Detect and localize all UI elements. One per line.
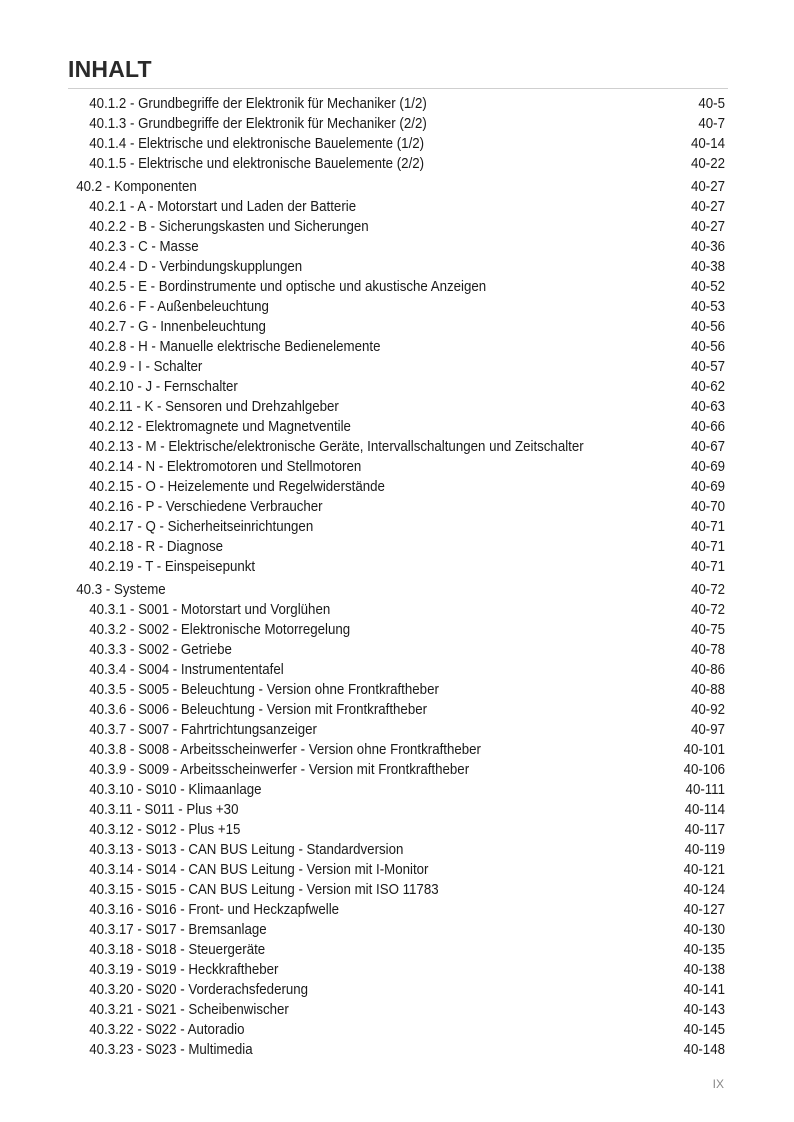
toc-entry[interactable] <box>0 197 794 217</box>
toc-entry-label: 40.2.6 - F - Außenbeleuchtung <box>89 299 269 315</box>
toc-entry-page: 40-5 <box>698 96 725 112</box>
toc-entry-page: 40-56 <box>690 339 725 355</box>
toc-entry-label: 40.2.15 - O - Heizelemente und Regelwiderstände <box>89 479 385 495</box>
toc-entry[interactable] <box>0 860 794 880</box>
toc-entry-label: 40.3.7 - S007 - Fahrtrichtungsanzeiger <box>89 722 317 738</box>
toc-entry-label: 40.3.20 - S020 - Vorderachsfederung <box>89 982 309 998</box>
toc-entry[interactable] <box>0 780 794 800</box>
toc-entry-label: 40.1.3 - Grundbegriffe der Elektronik für Mechaniker (2/2) <box>89 116 427 132</box>
toc-section-entry[interactable] <box>0 580 794 600</box>
toc-entry-page: 40-72 <box>690 602 725 618</box>
toc-entry-label: 40.3.23 - S023 - Multimedia <box>89 1042 253 1058</box>
toc-entry[interactable] <box>0 1040 794 1060</box>
toc-entry-label: 40.2.4 - D - Verbindungskupplungen <box>89 259 303 275</box>
toc-entry-page: 40-14 <box>690 136 725 152</box>
toc-entry[interactable] <box>0 277 794 297</box>
toc-entry-page: 40-78 <box>690 642 725 658</box>
toc-entry-label: 40.2.19 - T - Einspeisepunkt <box>89 559 256 575</box>
toc-entry[interactable] <box>0 940 794 960</box>
toc-entry-label: 40.3.19 - S019 - Heckkraftheber <box>89 962 279 978</box>
toc-entry-page: 40-135 <box>683 942 725 958</box>
page-number: IX <box>712 1077 724 1091</box>
toc-entry-label: 40.3.1 - S001 - Motorstart und Vorglühen <box>89 602 331 618</box>
toc-entry[interactable] <box>0 760 794 780</box>
toc-entry-label: 40.3.22 - S022 - Autoradio <box>89 1022 245 1038</box>
toc-entry[interactable] <box>0 457 794 477</box>
toc-entry-label: 40.3.4 - S004 - Instrumententafel <box>89 662 284 678</box>
toc-entry-page: 40-22 <box>690 156 725 172</box>
toc-entry-page: 40-117 <box>684 822 725 838</box>
toc-entry[interactable] <box>0 960 794 980</box>
toc-entry-page: 40-27 <box>690 219 725 235</box>
toc-entry-page: 40-71 <box>690 539 725 555</box>
toc-entry-page: 40-71 <box>690 559 725 575</box>
toc-entry-page: 40-72 <box>690 582 725 598</box>
toc-entry[interactable] <box>0 800 794 820</box>
toc-entry-page: 40-148 <box>683 1042 725 1058</box>
toc-entry-label: 40.3.9 - S009 - Arbeitsscheinwerfer - Version mit Frontkraftheber <box>89 762 470 778</box>
toc-entry[interactable] <box>0 1020 794 1040</box>
toc-entry[interactable] <box>0 557 794 577</box>
toc-entry-page: 40-67 <box>690 439 725 455</box>
toc-entry-page: 40-143 <box>683 1002 725 1018</box>
toc-entry-page: 40-38 <box>690 259 725 275</box>
toc-entry-label: 40.3.15 - S015 - CAN BUS Leitung - Version mit ISO 11783 <box>89 882 439 898</box>
toc-entry[interactable] <box>0 437 794 457</box>
toc-entry-label: 40.2 - Komponenten <box>76 179 197 195</box>
toc-entry-page: 40-36 <box>690 239 725 255</box>
toc-entry-label: 40.3.8 - S008 - Arbeitsscheinwerfer - Version ohne Frontkraftheber <box>89 742 481 758</box>
toc-entry-label: 40.2.3 - C - Masse <box>89 239 199 255</box>
toc-entry-page: 40-86 <box>690 662 725 678</box>
toc-entry-label: 40.2.14 - N - Elektromotoren und Stellmotoren <box>89 459 362 475</box>
toc-entry-page: 40-127 <box>683 902 725 918</box>
toc-entry-page: 40-141 <box>683 982 725 998</box>
toc-entry[interactable] <box>0 237 794 257</box>
toc-entry-label: 40.2.12 - Elektromagnete und Magnetventile <box>89 419 351 435</box>
toc-entry[interactable] <box>0 317 794 337</box>
toc-entry[interactable] <box>0 900 794 920</box>
toc-entry[interactable] <box>0 134 794 154</box>
toc-entry[interactable] <box>0 660 794 680</box>
toc-entry[interactable] <box>0 397 794 417</box>
toc-entry-page: 40-101 <box>683 742 725 758</box>
toc-entry[interactable] <box>0 154 794 174</box>
toc-entry-page: 40-63 <box>690 399 725 415</box>
toc-entry-page: 40-111 <box>685 782 725 798</box>
toc-entry-page: 40-71 <box>690 519 725 535</box>
toc-entry[interactable] <box>0 497 794 517</box>
toc-entry-page: 40-97 <box>690 722 725 738</box>
toc-entry[interactable] <box>0 337 794 357</box>
toc-entry-page: 40-88 <box>690 682 725 698</box>
toc-entry[interactable] <box>0 217 794 237</box>
toc-entry-page: 40-66 <box>690 419 725 435</box>
toc-entry[interactable] <box>0 114 794 134</box>
toc-entry[interactable] <box>0 640 794 660</box>
toc-entry-label: 40.3.17 - S017 - Bremsanlage <box>89 922 267 938</box>
toc-entry[interactable] <box>0 620 794 640</box>
toc-entry-page: 40-69 <box>690 459 725 475</box>
toc-section-entry[interactable] <box>0 177 794 197</box>
toc-entry-label: 40.3.12 - S012 - Plus +15 <box>89 822 241 838</box>
toc-entry-label: 40.2.5 - E - Bordinstrumente und optische und akustische Anzeigen <box>89 279 487 295</box>
toc-entry-page: 40-75 <box>690 622 725 638</box>
toc-entry-label: 40.3.18 - S018 - Steuergeräte <box>89 942 266 958</box>
toc-entry-label: 40.2.8 - H - Manuelle elektrische Bedienelemente <box>89 339 381 355</box>
toc-entry[interactable] <box>0 1000 794 1020</box>
toc-entry-label: 40.3.3 - S002 - Getriebe <box>89 642 232 658</box>
toc-entry[interactable] <box>0 700 794 720</box>
toc-entry-page: 40-124 <box>683 882 725 898</box>
toc-entry[interactable] <box>0 257 794 277</box>
toc-entry-label: 40.2.7 - G - Innenbeleuchtung <box>89 319 266 335</box>
toc-entry[interactable] <box>0 920 794 940</box>
toc-entry-page: 40-121 <box>683 862 725 878</box>
toc-entry-label: 40.2.17 - Q - Sicherheitseinrichtungen <box>89 519 314 535</box>
toc-entry[interactable] <box>0 377 794 397</box>
toc-entry-label: 40.3.21 - S021 - Scheibenwischer <box>89 1002 289 1018</box>
toc-entry-page: 40-57 <box>690 359 725 375</box>
toc-entry-label: 40.2.18 - R - Diagnose <box>89 539 224 555</box>
toc-entry-label: 40.3 - Systeme <box>76 582 166 598</box>
toc-entry-page: 40-138 <box>683 962 725 978</box>
toc-entry-label: 40.2.2 - B - Sicherungskasten und Sicherungen <box>89 219 369 235</box>
toc-entry-page: 40-106 <box>683 762 725 778</box>
toc-entry[interactable] <box>0 880 794 900</box>
toc-entry[interactable] <box>0 720 794 740</box>
toc-entry-page: 40-53 <box>690 299 725 315</box>
toc-entry-page: 40-7 <box>698 116 725 132</box>
toc-entry[interactable] <box>0 297 794 317</box>
toc-entry-page: 40-52 <box>690 279 725 295</box>
toc-entry[interactable] <box>0 94 794 114</box>
title-divider <box>68 88 728 89</box>
toc-entry-label: 40.2.16 - P - Verschiedene Verbraucher <box>89 499 323 515</box>
toc-entry-page: 40-27 <box>690 199 725 215</box>
toc-entry-page: 40-70 <box>690 499 725 515</box>
toc-entry-label: 40.2.9 - I - Schalter <box>89 359 203 375</box>
toc-entry[interactable] <box>0 477 794 497</box>
toc-entry[interactable] <box>0 740 794 760</box>
toc-entry-label: 40.2.10 - J - Fernschalter <box>89 379 238 395</box>
toc-entry[interactable] <box>0 537 794 557</box>
toc-entry-label: 40.2.13 - M - Elektrische/elektronische Geräte, Intervallschaltungen und Zeitschalter <box>89 439 584 455</box>
toc-entry-page: 40-114 <box>684 802 725 818</box>
toc-entry-label: 40.1.2 - Grundbegriffe der Elektronik für Mechaniker (1/2) <box>89 96 427 112</box>
toc-entry-page: 40-69 <box>690 479 725 495</box>
page-title: INHALT <box>68 56 152 82</box>
toc-entry[interactable] <box>0 417 794 437</box>
toc-entry-label: 40.3.10 - S010 - Klimaanlage <box>89 782 262 798</box>
toc-entry-page: 40-27 <box>690 179 725 195</box>
toc-entry[interactable] <box>0 357 794 377</box>
toc-entry-label: 40.2.11 - K - Sensoren und Drehzahlgeber <box>89 399 339 415</box>
toc-entry-label: 40.3.5 - S005 - Beleuchtung - Version ohne Frontkraftheber <box>89 682 439 698</box>
toc-entry[interactable] <box>0 840 794 860</box>
toc-entry-page: 40-145 <box>683 1022 725 1038</box>
toc-entry-label: 40.2.1 - A - Motorstart und Laden der Batterie <box>89 199 357 215</box>
toc-entry[interactable] <box>0 680 794 700</box>
toc-entry-label: 40.1.5 - Elektrische und elektronische Bauelemente (2/2) <box>89 156 425 172</box>
toc-entry-page: 40-62 <box>690 379 725 395</box>
toc-entry[interactable] <box>0 820 794 840</box>
toc-entry[interactable] <box>0 517 794 537</box>
toc-entry-label: 40.3.11 - S011 - Plus +30 <box>89 802 239 818</box>
toc-entry-page: 40-56 <box>690 319 725 335</box>
toc-entry-label: 40.3.14 - S014 - CAN BUS Leitung - Version mit I-Monitor <box>89 862 429 878</box>
toc-entry-page: 40-92 <box>690 702 725 718</box>
toc-entry-page: 40-130 <box>683 922 725 938</box>
toc-entry-label: 40.3.13 - S013 - CAN BUS Leitung - Standardversion <box>89 842 404 858</box>
toc-entry-page: 40-119 <box>684 842 725 858</box>
toc-entry[interactable] <box>0 980 794 1000</box>
toc-entry-label: 40.3.2 - S002 - Elektronische Motorregelung <box>89 622 351 638</box>
toc-entry-label: 40.3.16 - S016 - Front- und Heckzapfwelle <box>89 902 340 918</box>
table-of-contents <box>0 94 794 1060</box>
toc-entry[interactable] <box>0 600 794 620</box>
toc-entry-label: 40.1.4 - Elektrische und elektronische Bauelemente (1/2) <box>89 136 425 152</box>
toc-entry-label: 40.3.6 - S006 - Beleuchtung - Version mit Frontkraftheber <box>89 702 428 718</box>
